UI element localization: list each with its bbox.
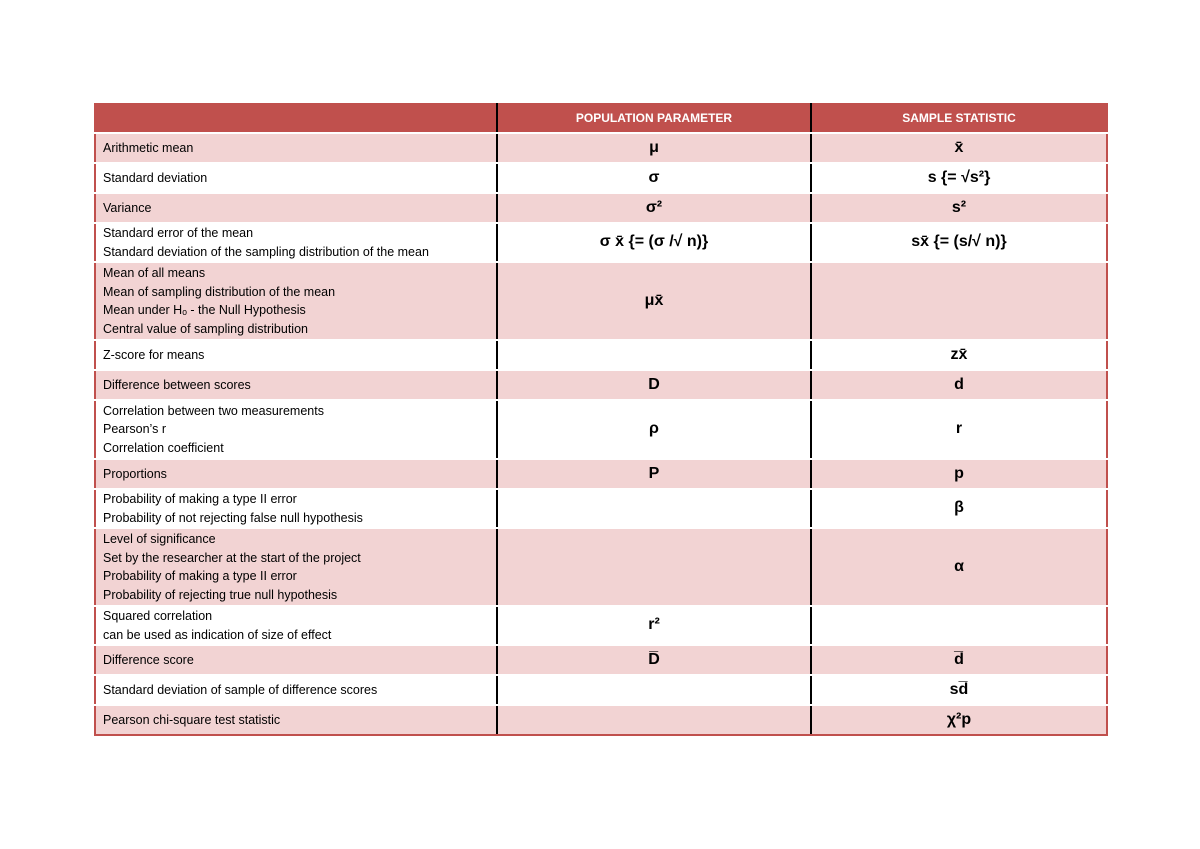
table-row [95, 340, 1107, 370]
population-symbol: P [497, 459, 811, 489]
population-symbol: D [497, 370, 811, 400]
sample-symbol: r [811, 400, 1107, 459]
population-symbol [497, 705, 811, 735]
sample-symbol: d [811, 370, 1107, 400]
population-symbol: D̅ [497, 645, 811, 675]
description-line: Squared correlation [103, 609, 213, 623]
sample-symbol: p [811, 459, 1107, 489]
table-row [95, 400, 1107, 459]
row-description [95, 370, 497, 400]
population-symbol [497, 528, 811, 606]
statistics-table [94, 103, 1108, 736]
sample-symbol: s {= √s²} [811, 163, 1107, 193]
description-line: Probability of rejecting true null hypothesis [103, 587, 338, 602]
table-row [95, 370, 1107, 400]
table-row [95, 645, 1107, 675]
table-row [95, 489, 1107, 528]
population-symbol: ρ [497, 400, 811, 459]
row-description [95, 705, 497, 735]
description-line: Mean under Hₒ - the Null Hypothesis [103, 303, 306, 317]
description-line: Z-score for means [103, 347, 205, 362]
description-line: Mean of all means [103, 266, 206, 280]
row-description [95, 645, 497, 675]
table-row [95, 262, 1107, 340]
population-symbol: r² [497, 606, 811, 645]
row-description [95, 528, 497, 606]
row-description [95, 606, 497, 645]
description-line: Difference score [103, 652, 194, 667]
table-row [95, 459, 1107, 489]
population-symbol [497, 340, 811, 370]
description-line: Standard deviation [103, 170, 208, 185]
population-symbol: σ [497, 163, 811, 193]
description-line: Arithmetic mean [103, 140, 194, 155]
description-line: Pearson chi-square test statistic [103, 712, 281, 727]
row-description [95, 163, 497, 193]
table-row [95, 193, 1107, 223]
table-row [95, 223, 1107, 262]
population-symbol: σ² [497, 193, 811, 223]
description-line: Variance [103, 200, 152, 215]
header-population-parameter: POPULATION PARAMETER [497, 104, 811, 134]
sample-symbol: s² [811, 193, 1107, 223]
row-description [95, 340, 497, 370]
table-row [95, 675, 1107, 705]
population-symbol: μ [497, 133, 811, 163]
table-row [95, 606, 1107, 645]
description-line: Difference between scores [103, 377, 251, 392]
table-row [95, 133, 1107, 163]
row-description [95, 675, 497, 705]
sample-symbol [811, 606, 1107, 645]
header-description [95, 104, 497, 134]
sample-symbol: α [811, 528, 1107, 606]
description-line: Mean of sampling distribution of the mean [103, 284, 336, 299]
population-symbol [497, 489, 811, 528]
table-row [95, 528, 1107, 606]
description-line: Central value of sampling distribution [103, 321, 308, 336]
sample-symbol: β [811, 489, 1107, 528]
sample-symbol: sd̅ [811, 675, 1107, 705]
description-line: Correlation coefficient [103, 440, 224, 455]
row-description [95, 459, 497, 489]
row-description [95, 133, 497, 163]
row-description [95, 262, 497, 340]
row-description [95, 223, 497, 262]
sample-symbol: x̄ [811, 133, 1107, 163]
description-line: Level of significance [103, 532, 216, 546]
population-symbol: σ x̄ {= (σ /√ n)} [497, 223, 811, 262]
header-sample-statistic: SAMPLE STATISTIC [811, 104, 1107, 134]
description-line: Probability of not rejecting false null hypothesis [103, 510, 363, 525]
description-line: Standard deviation of the sampling distribution of the mean [103, 244, 429, 259]
description-line: Probability of making a type II error [103, 492, 297, 506]
description-line: Proportions [103, 466, 167, 481]
sample-symbol: d̅ [811, 645, 1107, 675]
table-header-row [95, 104, 1107, 134]
description-line: Set by the researcher at the start of the project [103, 550, 361, 565]
population-symbol [497, 675, 811, 705]
description-line: can be used as indication of size of effect [103, 627, 332, 642]
population-symbol: μx̄ [497, 262, 811, 340]
sample-symbol: sx̄ {= (s/√ n)} [811, 223, 1107, 262]
row-description [95, 400, 497, 459]
description-line: Correlation between two measurements [103, 403, 324, 418]
description-line: Probability of making a type II error [103, 569, 297, 583]
sample-symbol: χ²p [811, 705, 1107, 735]
description-line: Standard error of the mean [103, 226, 254, 240]
row-description [95, 489, 497, 528]
sample-symbol [811, 262, 1107, 340]
description-line: Pearson’s r [103, 422, 166, 437]
row-description [95, 193, 497, 223]
table-row [95, 163, 1107, 193]
description-line: Standard deviation of sample of difference scores [103, 682, 378, 697]
sample-symbol: zx̄ [811, 340, 1107, 370]
table-row [95, 705, 1107, 735]
